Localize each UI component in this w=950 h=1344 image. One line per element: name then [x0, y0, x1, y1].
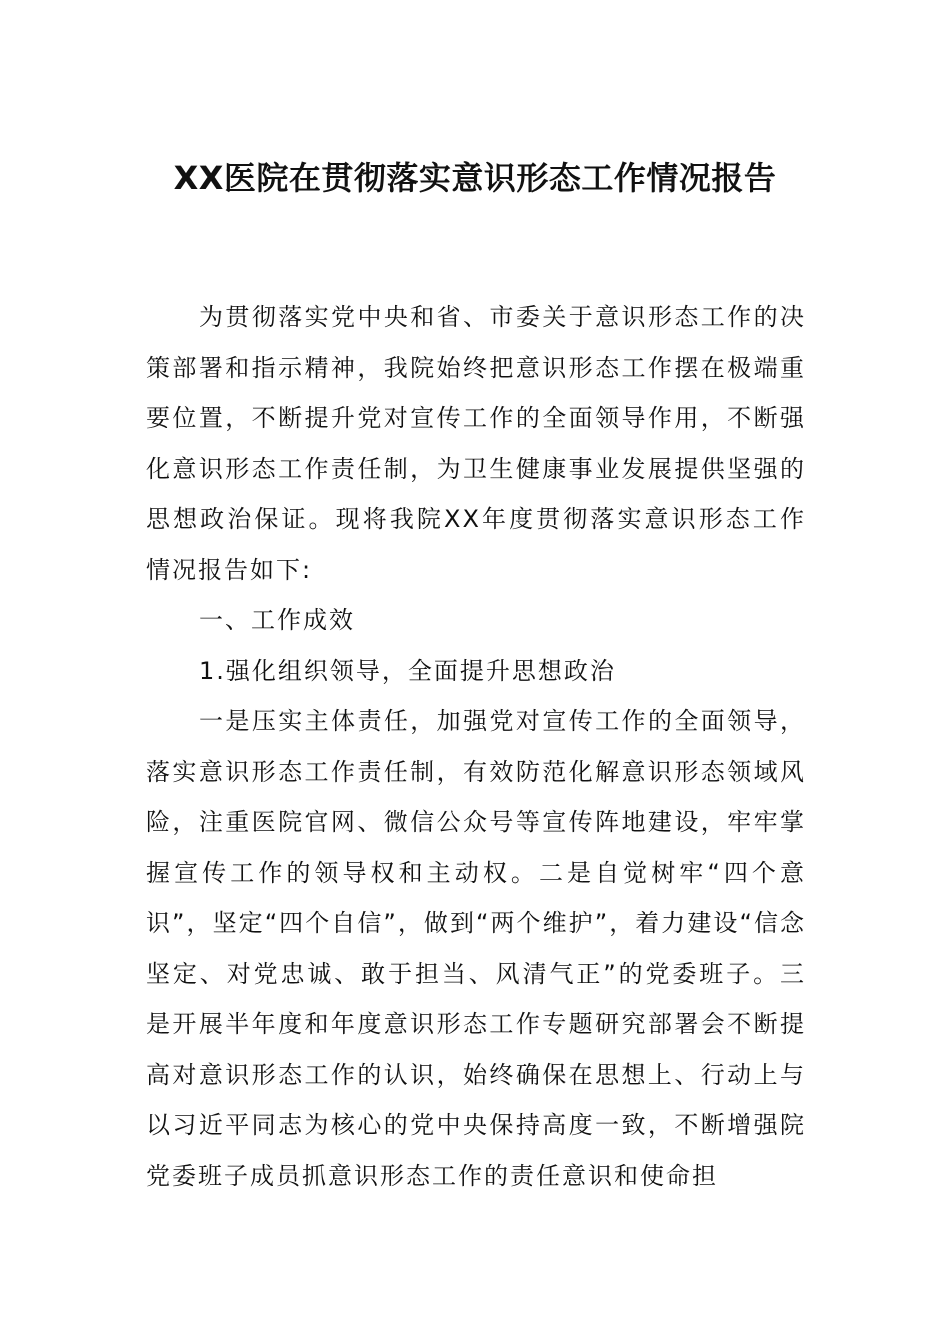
document-body: [146, 292, 806, 1201]
document-title: XX医院在贯彻落实意识形态工作情况报告: [173, 159, 777, 197]
section-heading: 一、工作成效: [199, 606, 355, 634]
subsection-heading: 1.强化组织领导，全面提升思想政治: [199, 656, 616, 685]
body-paragraph: 一是压实主体责任，加强党对宣传工作的全面领导，落实意识形态工作责任制，有效防范化解意识形态领域风险，注重医院官网、微信公众号等宣传阵地建设，牢牢掌握宣传工作的领导权和主动权。二是自觉树牢“四个意识”，坚定“四个自信”，做到“两个维护”，着力建设“信念坚定、对党忠诚、敢于担当、风清气正”的党委班子。三是开展半年度和年度意识形态工作专题研究部署会不断提高对意识形态工作的认识，始终确保在思想上、行动上与以习近平同志为核心的党中央保持高度一致，不断增强院党委班子成员抓意识形态工作的责任意识和使命担: [146, 707, 806, 1190]
intro-paragraph: 为贯彻落实党中央和省、市委关于意识形态工作的决策部署和指示精神，我院始终把意识形态工作摆在极端重要位置，不断提升党对宣传工作的全面领导作用，不断强化意识形态工作责任制，为卫生健康事业发展提供坚强的思想政治保证。现将我院XX年度贯彻落实意识形态工作情况报告如下:: [146, 303, 806, 584]
